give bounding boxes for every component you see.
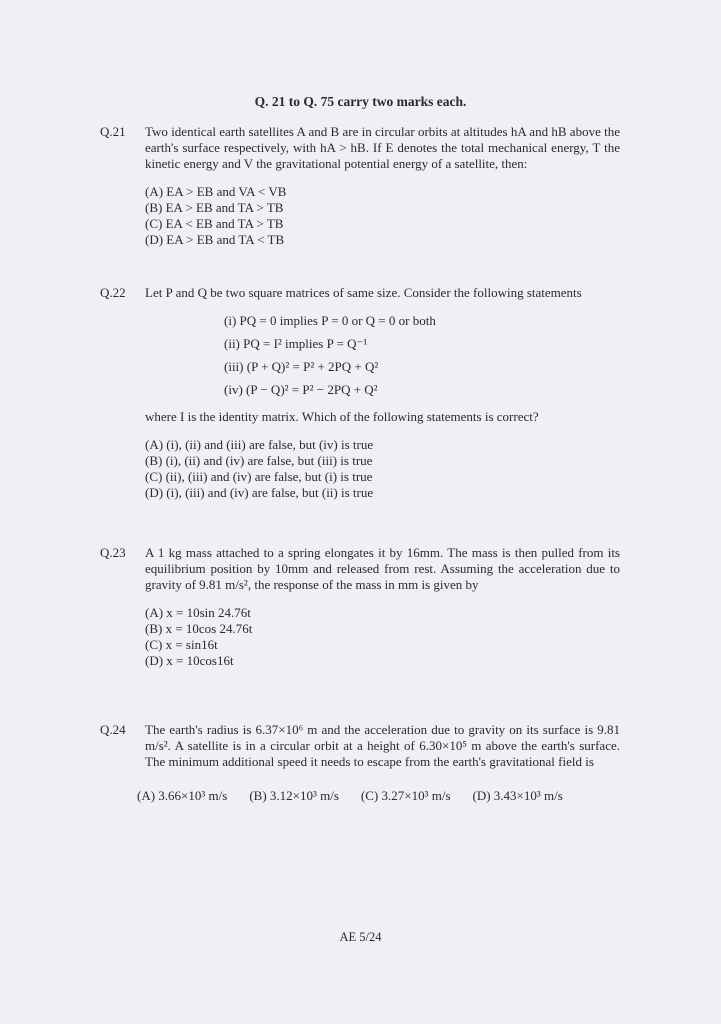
option-a: (A) x = 10sin 24.76t: [145, 605, 251, 620]
statement-ii: (ii) PQ = I² implies P = Q⁻¹: [224, 336, 368, 351]
option-c: (C) x = sin16t: [145, 637, 218, 652]
question-24: [100, 722, 620, 804]
options-list: [137, 788, 620, 804]
option-b: (B) (i), (ii) and (iv) are false, but (iii) is true: [145, 453, 373, 468]
option-a: (A) EA > EB and VA < VB: [145, 184, 287, 199]
question-text: Let P and Q be two square matrices of same size. Consider the following statements: [145, 285, 582, 300]
question-text: The earth's radius is 6.37×10⁶ m and the acceleration due to gravity on its surface is 9.81 m/s². A satellite is in a circular orbit at a height of 6.30×10⁵ m above the earth's surface. The minimum additional speed it needs to escape from the earth's gravitational field is: [145, 722, 620, 769]
question-number: Q.24: [100, 722, 126, 737]
section-header: Q. 21 to Q. 75 carry two marks each.: [254, 94, 467, 109]
option-c: (C) (ii), (iii) and (iv) are false, but (i) is true: [145, 469, 373, 484]
option-a: (A) 3.66×10³ m/s: [137, 788, 228, 803]
question-number: Q.21: [100, 124, 126, 139]
options-list: [145, 437, 620, 501]
question-text: A 1 kg mass attached to a spring elongates it by 16mm. The mass is then pulled from its equilibrium position by 10mm and released from rest. Assuming the acceleration due to gravity of 9.81 m/s², the response of the mass in mm is given by: [145, 545, 620, 592]
options-list: [145, 184, 620, 248]
option-b: (B) x = 10cos 24.76t: [145, 621, 253, 636]
statement-i: (i) PQ = 0 implies P = 0 or Q = 0 or both: [224, 313, 436, 328]
question-followup-text: where I is the identity matrix. Which of the following statements is correct?: [145, 409, 539, 424]
option-d: (D) 3.43×10³ m/s: [472, 788, 563, 803]
question-number: Q.22: [100, 285, 126, 300]
option-c: (C) 3.27×10³ m/s: [360, 788, 451, 803]
statement-iii: (iii) (P + Q)² = P² + 2PQ + Q²: [224, 359, 379, 374]
option-b: (B) EA > EB and TA > TB: [145, 200, 284, 215]
option-a: (A) (i), (ii) and (iii) are false, but (iv) is true: [145, 437, 374, 452]
statement-iv: (iv) (P − Q)² = P² − 2PQ + Q²: [224, 382, 378, 397]
page-footer: AE 5/24: [339, 930, 382, 944]
option-d: (D) (i), (iii) and (iv) are false, but (ii) is true: [145, 485, 374, 500]
option-d: (D) EA > EB and TA < TB: [145, 232, 285, 247]
question-text: Two identical earth satellites A and B are in circular orbits at altitudes hA and hB above the earth's surface respectively, with hA > hB. If E denotes the total mechanical energy, T the kinetic energy and V the gravitational potential energy of a satellite, then:: [145, 124, 620, 171]
question-22: [100, 285, 620, 501]
question-21: [100, 124, 620, 248]
option-b: (B) 3.12×10³ m/s: [249, 788, 339, 803]
option-c: (C) EA < EB and TA > TB: [145, 216, 284, 231]
question-number: Q.23: [100, 545, 126, 560]
option-d: (D) x = 10cos16t: [145, 653, 234, 668]
statements-list: [224, 309, 620, 401]
question-23: [100, 545, 620, 669]
options-list: [145, 605, 620, 669]
